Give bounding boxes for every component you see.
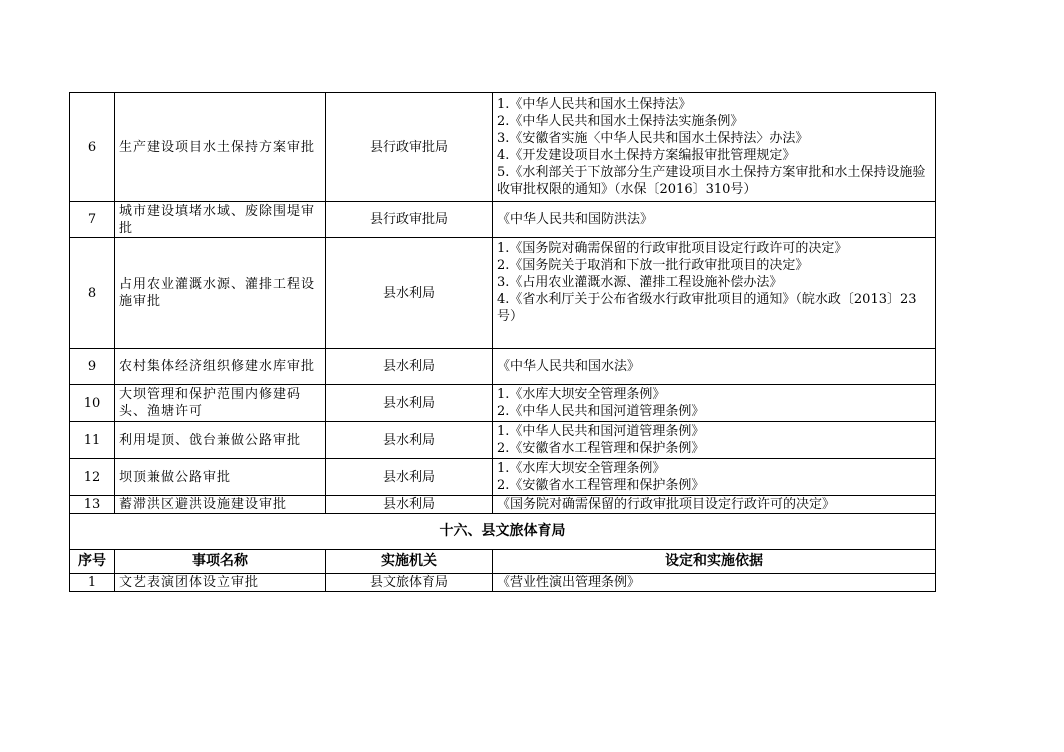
basis-line: 2.《安徽省水工程管理和保护条例》 (497, 441, 705, 456)
implementing-agency: 县行政审批局 (326, 202, 493, 238)
row-number: 8 (70, 238, 115, 349)
legal-basis (493, 238, 936, 349)
row-number: 10 (70, 385, 115, 422)
row-number: 12 (70, 459, 115, 496)
basis-line: 1.《水库大坝安全管理条例》 (497, 387, 666, 402)
table-row (70, 202, 936, 238)
basis-line: 2.《中华人民共和国河道管理条例》 (497, 404, 705, 419)
row-number: 11 (70, 422, 115, 459)
legal-basis (493, 93, 936, 202)
item-name: 蓄滞洪区避洪设施建设审批 (115, 496, 326, 514)
legal-basis (493, 202, 936, 238)
implementing-agency: 县水利局 (326, 349, 493, 385)
legal-basis (493, 349, 936, 385)
section-title: 十六、县文旅体育局 (70, 514, 936, 550)
header-name: 事项名称 (115, 550, 326, 574)
implementing-agency: 县水利局 (326, 496, 493, 514)
basis-line: 2.《中华人民共和国水土保持法实施条例》 (497, 114, 744, 129)
header-basis: 设定和实施依据 (493, 550, 936, 574)
basis-line: 《中华人民共和国防洪法》 (497, 212, 654, 227)
row-number: 1 (70, 574, 115, 592)
table-row (70, 93, 936, 202)
implementing-agency: 县水利局 (326, 385, 493, 422)
basis-line: 2.《安徽省水工程管理和保护条例》 (497, 478, 705, 493)
item-name: 农村集体经济组织修建水库审批 (115, 349, 326, 385)
legal-basis (493, 496, 936, 514)
basis-line: 1.《国务院对确需保留的行政审批项目设定行政许可的决定》 (497, 241, 848, 256)
table-row (70, 496, 936, 514)
approval-items-table (69, 92, 936, 592)
basis-line: 3.《安徽省实施〈中华人民共和国水土保持法〉办法》 (497, 131, 809, 146)
basis-line: 5.《水利部关于下放部分生产建设项目水土保持方案审批和水土保持设施验收审批权限的通知》（水保〔2016〕310号） (497, 165, 926, 197)
item-name: 坝顶兼做公路审批 (115, 459, 326, 496)
basis-line: 4.《省水利厅关于公布省级水行政审批项目的通知》（皖水政〔2013〕23号） (497, 292, 917, 324)
basis-line: 3.《占用农业灌溉水源、灌排工程设施补偿办法》 (497, 275, 783, 290)
column-header-row (70, 550, 936, 574)
header-no: 序号 (70, 550, 115, 574)
table-row (70, 385, 936, 422)
legal-basis (493, 574, 936, 592)
table-row (70, 459, 936, 496)
header-agency: 实施机关 (326, 550, 493, 574)
table-row (70, 238, 936, 349)
basis-line: 4.《开发建设项目水土保持方案编报审批管理规定》 (497, 148, 796, 163)
row-number: 6 (70, 93, 115, 202)
implementing-agency: 县行政审批局 (326, 93, 493, 202)
basis-line: 1.《水库大坝安全管理条例》 (497, 461, 666, 476)
table-row (70, 574, 936, 592)
basis-line: 《国务院对确需保留的行政审批项目设定行政许可的决定》 (497, 497, 836, 512)
row-number: 9 (70, 349, 115, 385)
item-name: 文艺表演团体设立审批 (115, 574, 326, 592)
item-name: 城市建设填堵水域、废除围堤审批 (115, 202, 326, 238)
basis-line: 《营业性演出管理条例》 (497, 575, 641, 590)
legal-basis (493, 385, 936, 422)
basis-line: 1.《中华人民共和国河道管理条例》 (497, 424, 705, 439)
implementing-agency: 县水利局 (326, 422, 493, 459)
row-number: 7 (70, 202, 115, 238)
basis-line: 1.《中华人民共和国水土保持法》 (497, 97, 692, 112)
basis-line: 2.《国务院关于取消和下放一批行政审批项目的决定》 (497, 258, 809, 273)
table-row (70, 422, 936, 459)
item-name: 占用农业灌溉水源、灌排工程设施审批 (115, 238, 326, 349)
implementing-agency: 县水利局 (326, 238, 493, 349)
table-row (70, 349, 936, 385)
row-number: 13 (70, 496, 115, 514)
legal-basis (493, 422, 936, 459)
implementing-agency: 县文旅体育局 (326, 574, 493, 592)
implementing-agency: 县水利局 (326, 459, 493, 496)
item-name: 利用堤顶、戗台兼做公路审批 (115, 422, 326, 459)
section-title-row (70, 514, 936, 550)
item-name: 生产建设项目水土保持方案审批 (115, 93, 326, 202)
legal-basis (493, 459, 936, 496)
item-name: 大坝管理和保护范围内修建码头、渔塘许可 (115, 385, 326, 422)
basis-line: 《中华人民共和国水法》 (497, 359, 641, 374)
